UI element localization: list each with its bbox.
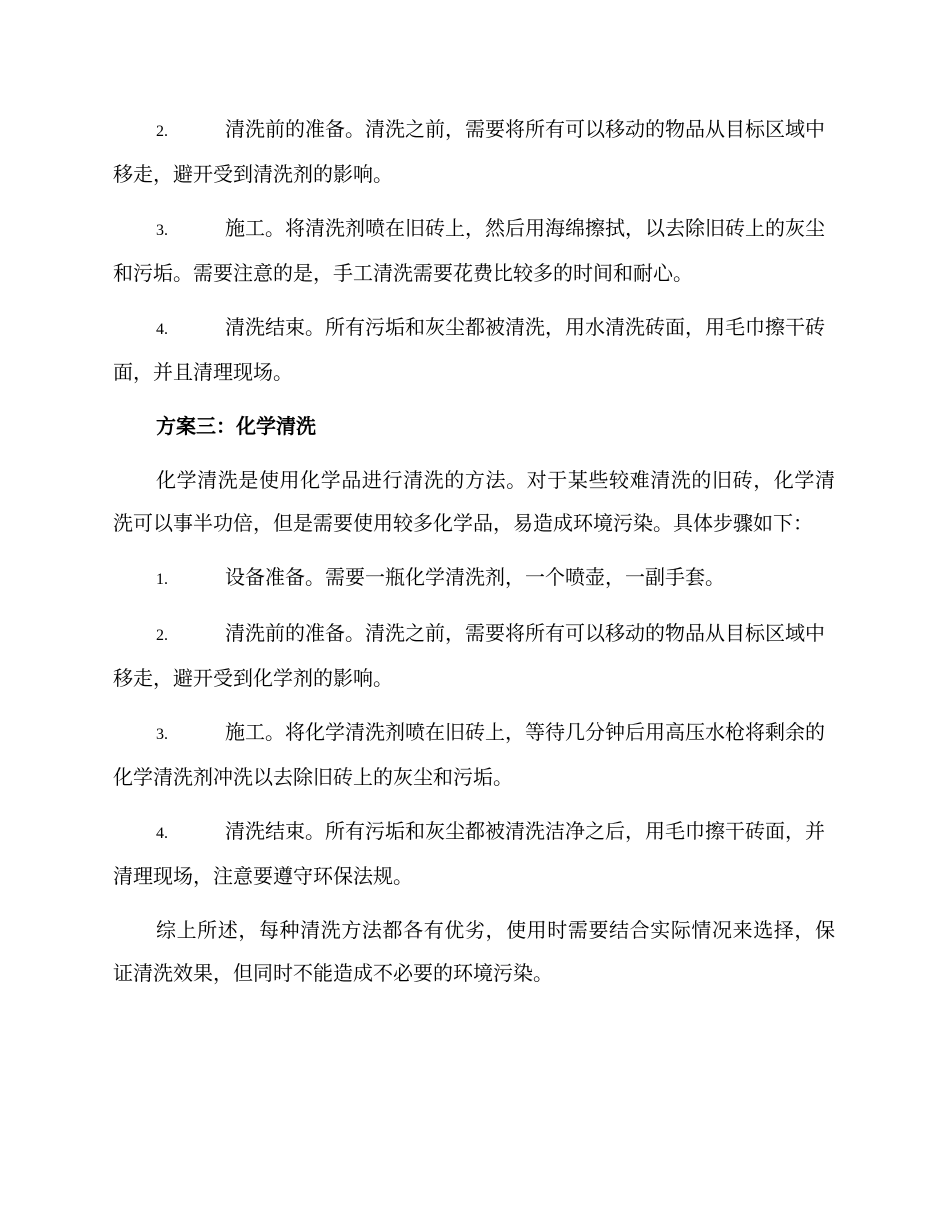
list-text: 清洗前的准备。清洗之前，需要将所有可以移动的物品从目标区域中移走，避开受到清洗剂的影响。	[113, 117, 825, 186]
list-text: 清洗结束。所有污垢和灰尘都被清洗，用水清洗砖面，用毛巾擦干砖面，并且清理现场。	[113, 315, 825, 384]
list-item	[113, 810, 835, 898]
list-text: 施工。将清洗剂喷在旧砖上，然后用海绵擦拭，以去除旧砖上的灰尘和污垢。需要注意的是，手工清洗需要花费比较多的时间和耐心。	[113, 216, 825, 285]
list-item	[113, 108, 835, 196]
list-number: 2.	[156, 627, 168, 644]
conclusion-paragraph: 综上所述，每种清洗方法都各有优劣，使用时需要结合实际情况来选择，保证清洗效果，但同时不能造成不必要的环境污染。	[113, 918, 835, 985]
list-text: 设备准备。需要一瓶化学清洗剂，一个喷壶，一副手套。	[225, 565, 725, 589]
list-text: 施工。将化学清洗剂喷在旧砖上，等待几分钟后用高压水枪将剩余的化学清洗剂冲洗以去除旧砖上的灰尘和污垢。	[113, 720, 825, 789]
list-number: 1.	[156, 571, 168, 588]
list-number: 4.	[156, 825, 168, 842]
list-item	[113, 556, 835, 601]
section-intro: 化学清洗是使用化学品进行清洗的方法。对于某些较难清洗的旧砖，化学清洗可以事半功倍，但是需要使用较多化学品，易造成环境污染。具体步骤如下：	[113, 468, 835, 535]
section-heading: 方案三：化学清洗	[156, 414, 316, 438]
list-number: 2.	[156, 123, 168, 140]
list-item	[113, 207, 835, 295]
list-item	[113, 306, 835, 394]
list-item	[113, 612, 835, 700]
list-number: 3.	[156, 222, 168, 239]
list-item	[113, 711, 835, 799]
list-number: 4.	[156, 321, 168, 338]
list-text: 清洗前的准备。清洗之前，需要将所有可以移动的物品从目标区域中移走，避开受到化学剂的影响。	[113, 621, 825, 690]
document-body	[113, 108, 835, 1006]
list-number: 3.	[156, 726, 168, 743]
list-text: 清洗结束。所有污垢和灰尘都被清洗洁净之后，用毛巾擦干砖面，并清理现场，注意要遵守环保法规。	[113, 819, 825, 888]
